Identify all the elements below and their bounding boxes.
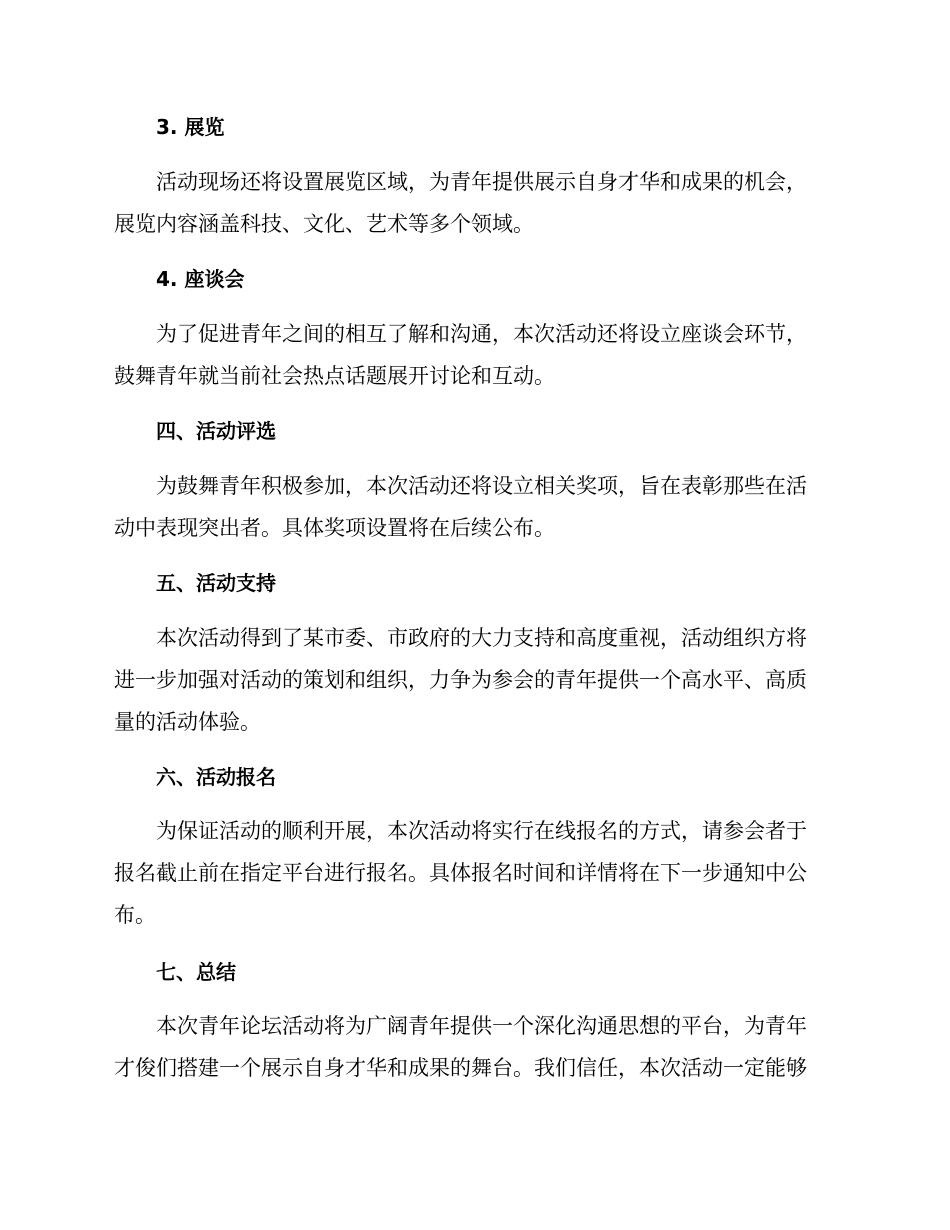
paragraph-line: 量的活动体验。 [114,710,261,734]
paragraph-line: 动中表现突出者。具体奖项设置将在后续公布。 [114,516,555,540]
section-heading: 七、总结 [156,960,236,984]
paragraph-line: 展览内容涵盖科技、文化、艺术等多个领域。 [114,212,534,236]
paragraph-line: 布。 [114,903,156,927]
paragraph-line: 为保证活动的顺利开展，本次活动将实行在线报名的方式，请参会者于 [156,819,807,843]
paragraph-line: 报名截止前在指定平台进行报名。具体报名时间和详情将在下一步通知中公 [114,861,807,885]
paragraph-line: 本次青年论坛活动将为广阔青年提供一个深化沟通思想的平台，为青年 [156,1014,807,1038]
section-heading: 3. 展览 [156,115,225,139]
paragraph-line: 为鼓舞青年积极参加，本次活动还将设立相关奖项，旨在表彰那些在活 [156,474,807,498]
paragraph-line: 本次活动得到了某市委、市政府的大力支持和高度重视，活动组织方将 [156,626,807,650]
section-heading: 六、活动报名 [156,765,276,789]
section-heading: 五、活动支持 [156,571,276,595]
paragraph-line: 活动现场还将设置展览区域，为青年提供展示自身才华和成果的机会， [156,170,807,194]
paragraph-line: 鼓舞青年就当前社会热点话题展开讨论和互动。 [114,364,555,388]
section-heading: 4. 座谈会 [156,267,245,291]
paragraph-line: 为了促进青年之间的相互了解和沟通，本次活动还将设立座谈会环节， [156,322,807,346]
paragraph-line: 才俊们搭建一个展示自身才华和成果的舞台。我们信任，本次活动一定能够 [114,1056,807,1080]
section-heading: 四、活动评选 [156,419,276,443]
paragraph-line: 进一步加强对活动的策划和组织，力争为参会的青年提供一个高水平、高质 [114,668,807,692]
